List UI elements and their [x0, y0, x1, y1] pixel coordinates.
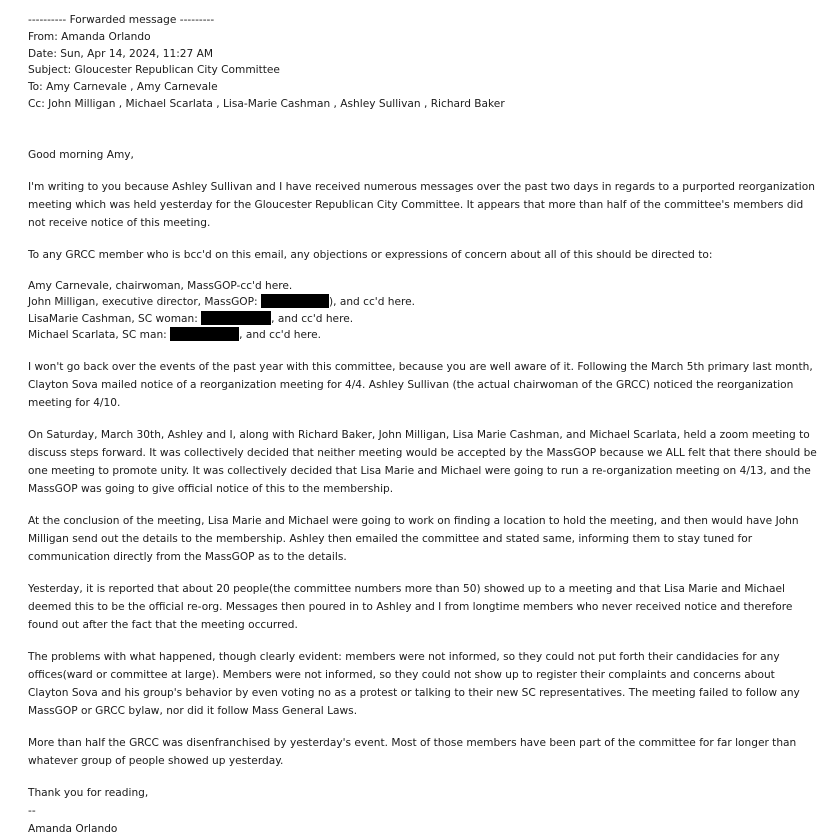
subject-line: Subject: Gloucester Republican City Committee [28, 64, 280, 77]
paragraph-4: On Saturday, March 30th, Ashley and I, along with Richard Baker, John Milligan, Lisa Marie Cashman, and Michael Scarlata, held a zoom meeting to discuss steps forward. It was collectively decided that neither meeting would be accepted by the MassGOP because we ALL felt that there should be one meeting to promote unity. It was collectively decided that Lisa Marie and Michael were going to run a re-organization meeting on 4/13, and the MassGOP was going to give official notice of this to the membership. [28, 428, 817, 495]
redaction-box [170, 327, 239, 341]
forwarded-header [28, 12, 818, 113]
to-line: To: Amy Carnevale , Amy Carnevale [28, 81, 218, 94]
redaction-box [261, 294, 329, 308]
contact-item [28, 278, 818, 295]
paragraph-6: Yesterday, it is reported that about 20 people(the committee numbers more than 50) showed up to a meeting and that Lisa Marie and Michael deemed this to be the official re-org. Messages then poured in to Ashley and I from longtime members who never received notice and therefore found out after the fact that the meeting occurred. [28, 582, 793, 631]
from-line: From: Amanda Orlando [28, 30, 151, 43]
paragraph-8: More than half the GRCC was disenfranchised by yesterday's event. Most of those members have been part of the committee for far longer than whatever group of people showed up yesterday. [28, 736, 797, 767]
greeting: Good morning Amy, [28, 148, 134, 161]
paragraph-1: I'm writing to you because Ashley Sullivan and I have received numerous messages over the past two days in regards to a purported reorganization meeting which was held yesterday for the Gloucester Republican City Committee. It appears that more than half of the committee's members did not receive notice of this meeting. [28, 180, 815, 229]
contact-text: John Milligan, executive director, MassGOP: [28, 296, 261, 309]
paragraph-2: To any GRCC member who is bcc'd on this email, any objections or expressions of concern about all of this should be directed to: [28, 248, 713, 261]
contact-text: Amy Carnevale, chairwoman, MassGOP-cc'd here. [28, 279, 293, 292]
closing: Thank you for reading, [28, 786, 149, 799]
contact-text: LisaMarie Cashman, SC woman: [28, 312, 202, 325]
date-line: Date: Sun, Apr 14, 2024, 11:27 AM [28, 47, 214, 60]
paragraph-5: At the conclusion of the meeting, Lisa Marie and Michael were going to work on finding a location to hold the meeting, and then would have John Milligan send out the details to the membership. Ashley then emailed the committee and stated same, informing them to stay tuned for communication directly from the MassGOP as to the details. [28, 514, 799, 563]
signature-separator: -- [28, 804, 36, 817]
contact-item [28, 327, 818, 344]
contact-item [28, 294, 818, 311]
signature-name: Amanda Orlando [28, 822, 118, 835]
email-message [28, 12, 818, 838]
paragraph-3: I won't go back over the events of the past year with this committee, because you are well aware of it. Following the March 5th primary last month, Clayton Sova mailed notice of a reorganization meeting for 4/4. Ashley Sullivan (the actual chairwoman of the GRCC) noticed the reorganization meeting for 4/10. [28, 360, 813, 409]
contact-text-after: ), and cc'd here. [328, 296, 416, 309]
contact-list [28, 278, 818, 344]
signature-block [28, 784, 818, 838]
paragraph-7: The problems with what happened, though clearly evident: members were not informed, so they could not put forth their candidacies for any offices(ward or committee at large). Members were not informed, so they could not show up to register their complaints and concerns about Clayton Sova and his group's behavior by even voting no as a protest or talking to their new SC representatives. The meeting failed to follow any MassGOP or GRCC bylaw, nor did it follow Mass General Laws. [28, 650, 800, 717]
redaction-box [201, 311, 271, 325]
contact-item [28, 311, 818, 328]
forwarded-line: ---------- Forwarded message --------- [28, 14, 215, 26]
contact-text: Michael Scarlata, SC man: [28, 329, 171, 342]
contact-text-after: , and cc'd here. [239, 329, 322, 342]
cc-line: Cc: John Milligan , Michael Scarlata , Lisa-Marie Cashman , Ashley Sullivan , Richard Baker [28, 97, 505, 110]
contact-text-after: , and cc'd here. [271, 312, 354, 325]
